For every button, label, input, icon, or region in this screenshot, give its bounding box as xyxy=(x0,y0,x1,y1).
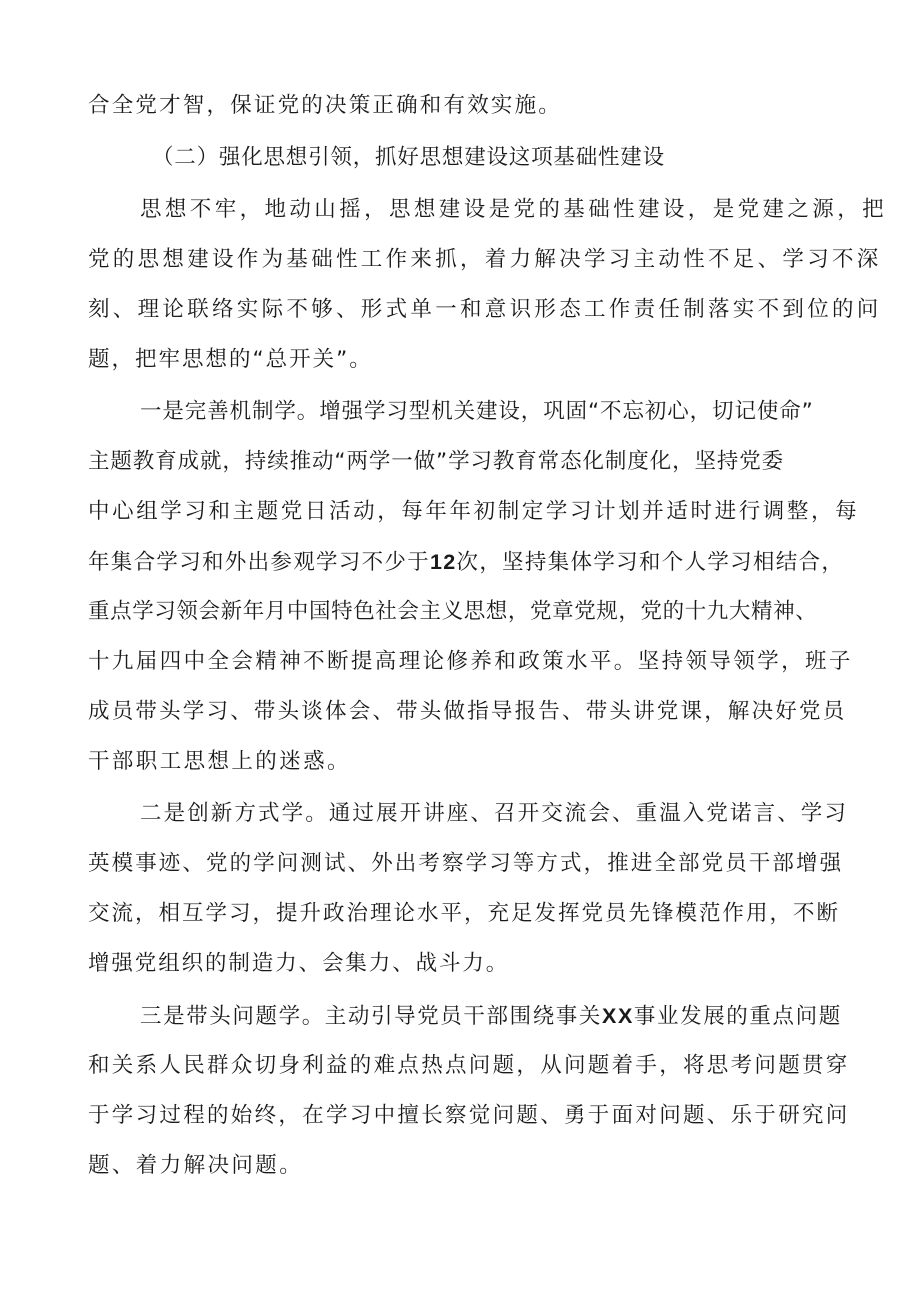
para2-line-4 xyxy=(88,542,848,582)
para4-line-2: 和关系人民群众切身利益的难点热点问题，从问题着手，将思考问题贯穿 xyxy=(88,1053,850,1078)
para2-line-7: 成员带头学习、带头谈体会、带头做指导报告、带头讲党课，解决好党员 xyxy=(88,699,847,724)
para3-line-1: 二是创新方式学。通过展开讲座、召开交流会、重温入党诺言、学习 xyxy=(140,801,849,826)
para4-line-1-text-a: 三是带头问题学。主动引导党员干部围绕事关 xyxy=(140,1004,603,1029)
para4-line-3: 于学习过程的始终，在学习中擅长察觉问题、勇于面对问题、乐于研究问 xyxy=(88,1103,850,1128)
para4-placeholder-xx: XX xyxy=(602,1004,634,1028)
para3-line-3: 交流，相互学习，提升政治理论水平，充足发挥党员先锋模范作用，不断 xyxy=(88,901,841,926)
para2-line-4-text-b: 次，坚持集体学习和个人学习相结合， xyxy=(456,550,845,575)
para2-line-2: 主题教育成就，持续推动“两学一做”学习教育常态化制度化，坚持党委 xyxy=(88,449,785,474)
para2-count: 12 xyxy=(430,550,457,574)
section-heading: （二）强化思想引领，抓好思想建设这项基础性建设 xyxy=(152,145,665,170)
para4-line-4: 题、着力解决问题。 xyxy=(88,1153,304,1178)
para3-line-4: 增强党组织的制造力、会集力、战斗力。 xyxy=(88,951,510,976)
para2-line-6: 十九届四中全会精神不断提高理论修养和政策水平。坚持领导领学，班子 xyxy=(88,649,853,674)
intro-tail-line: 合全党才智，保证党的决策正确和有效实施。 xyxy=(88,93,563,118)
para2-line-3: 中心组学习和主题党日活动，每年年初制定学习计划并适时进行调整，每 xyxy=(88,499,860,524)
para2-line-4-text-a: 年集合学习和外出参观学习不少于 xyxy=(88,550,431,575)
para4-line-1 xyxy=(140,996,900,1036)
para1-line-4: 题，把牢思想的“总开关”。 xyxy=(88,347,373,372)
para1-line-3: 刻、理论联络实际不够、形式单一和意识形态工作责任制落实不到位的问 xyxy=(88,297,882,322)
para2-line-5: 重点学习领会新年月中国特色社会主义思想，党章党规，党的十九大精神、 xyxy=(88,599,818,624)
para4-line-1-text-b: 事业发展的重点问题 xyxy=(633,1004,842,1029)
para3-line-2: 英模事迹、党的学问测试、外出考察学习等方式，推进全部党员干部增强 xyxy=(88,851,844,876)
para2-line-8: 干部职工思想上的迷惑。 xyxy=(88,749,351,774)
para2-line-1: 一是完善机制学。增强学习型机关建设，巩固“不忘初心，切记使命” xyxy=(140,399,814,424)
para1-line-1: 思想不牢，地动山摇，思想建设是党的基础性建设，是党建之源，把 xyxy=(140,197,888,222)
para1-line-2: 党的思想建设作为基础性工作来抓，着力解决学习主动性不足、学习不深 xyxy=(88,247,882,272)
